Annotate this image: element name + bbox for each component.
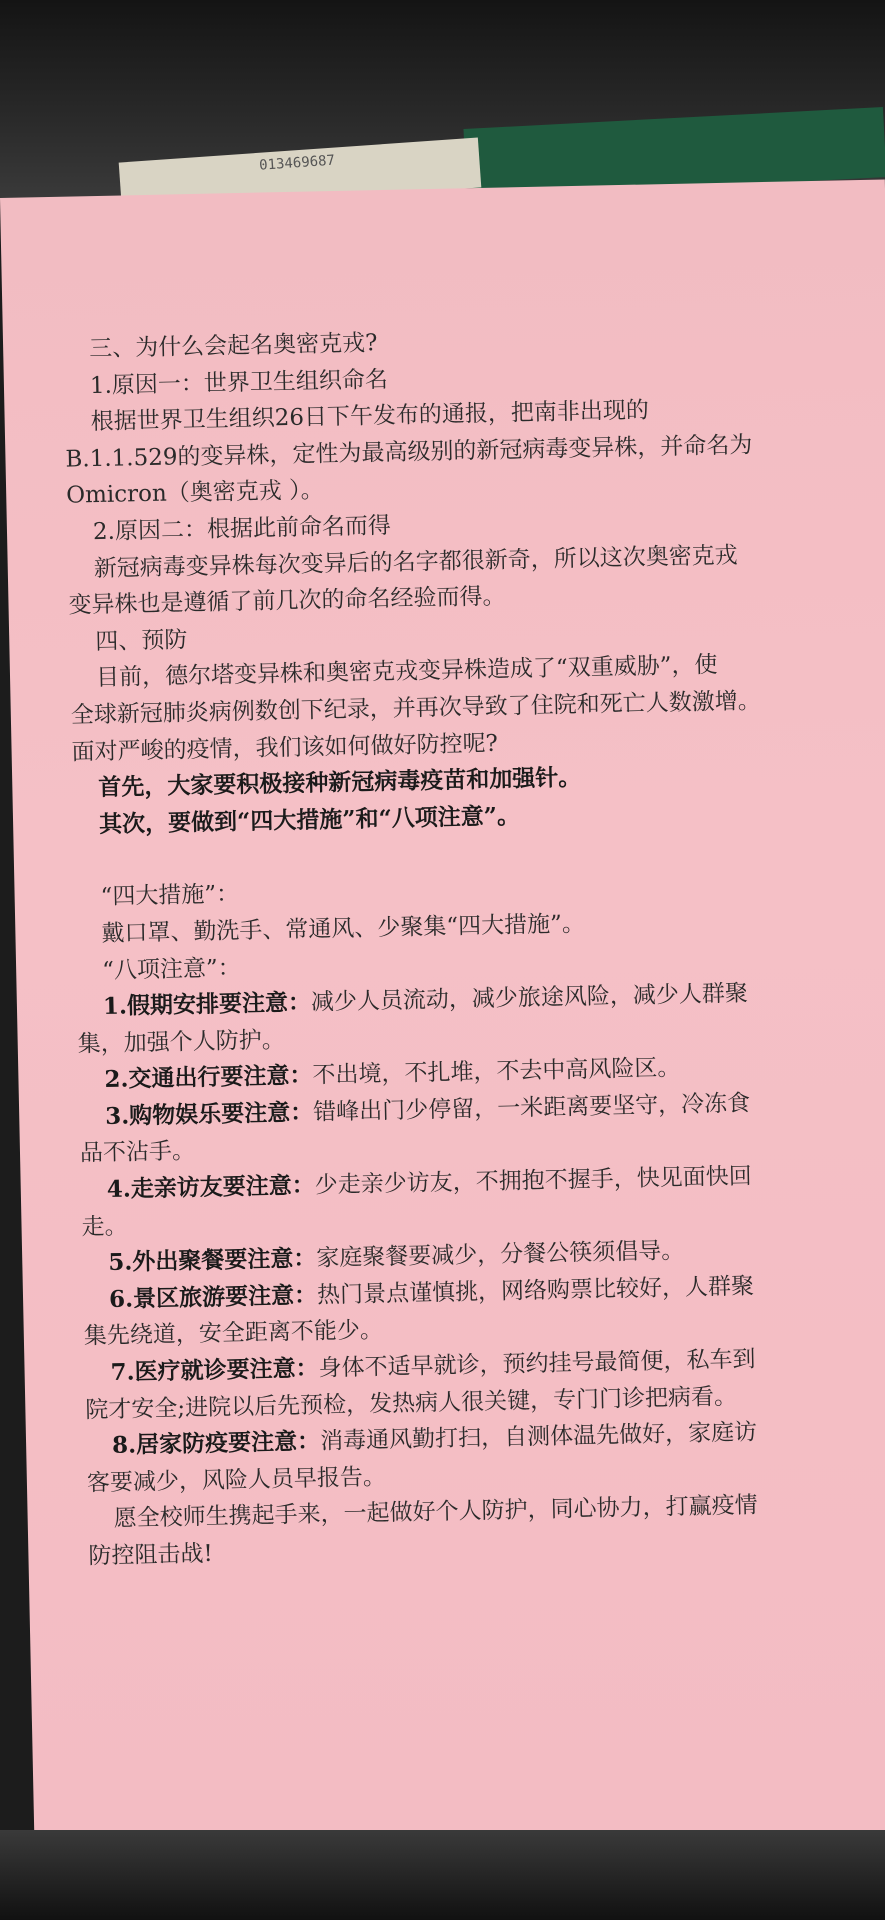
item-label: 8.居家防疫要注意： (111, 1427, 321, 1460)
line-text: 四、预防 (95, 626, 188, 655)
line-text: 走。 (81, 1213, 128, 1241)
line-text: 面对严峻的疫情，我们该如何做好防控呢? (71, 730, 499, 766)
bottom-shadow (0, 1830, 885, 1920)
line-text: B.1.1.529的变异株，定性为最高级别的新冠病毒变异株，并命名为 (65, 432, 753, 473)
line-text: 减少人员流动，减少旅途风险，减少人群聚 (310, 980, 749, 1016)
line-text: 集，加强个人防护。 (77, 1026, 285, 1058)
item-label: 2.交通出行要注意： (104, 1061, 313, 1094)
line-text: 1.原因一：世界卫生组织命名 (89, 366, 389, 399)
line-text: 不出境，不扎堆，不去中高风险区。 (312, 1055, 681, 1089)
line-text: 防控阻击战! (88, 1540, 213, 1570)
line-text: 品不沾手。 (79, 1138, 196, 1167)
line-text: 2.原因二：根据此前命名而得 (92, 512, 392, 546)
line-text: 消毒通风勤打扫，自测体温先做好，家庭访 (319, 1419, 758, 1455)
line-text: 家庭聚餐要减少，分餐公筷须倡导。 (316, 1238, 685, 1272)
pink-document-page (0, 179, 885, 1849)
line-text: 新冠病毒变异株每次变异后的名字都很新奇，所以这次奥密克戎 (93, 542, 738, 582)
line-text: 首先，大家要积极接种新冠病毒疫苗和加强针。 (98, 764, 582, 802)
line-text: 全球新冠肺炎病例数创下纪录，并再次导致了住院和死亡人数激增。 (70, 688, 761, 729)
line-text: “八项注意”： (101, 954, 241, 984)
item-label: 3.购物娱乐要注意： (104, 1098, 314, 1130)
scrap-number: 013469687 (258, 152, 336, 174)
line-text: 热门景点谨慎挑，网络购票比较好，人群聚 (316, 1273, 755, 1309)
item-label: 4.走亲访友要注意： (106, 1171, 316, 1204)
line-text: 根据世界卫生组织26日下午发布的通报，把南非出现的 (90, 397, 650, 436)
item-label: 7.医疗就诊要注意： (110, 1354, 319, 1386)
line-text: 愿全校师生携起手来，一起做好个人防护，同心协力，打赢疫情 (113, 1492, 758, 1533)
line-text: 变异株也是遵循了前几次的命名经验而得。 (68, 583, 506, 619)
line-text: 少走亲少访友，不拥抱不握手，快见面快回 (314, 1163, 752, 1199)
item-label: 6.景区旅游要注意： (108, 1281, 318, 1313)
line-text: 客要减少，风险人员早报告。 (86, 1464, 387, 1497)
line-text: 错峰出门少停留，一米距离要坚守，冷冻食 (312, 1090, 751, 1126)
line-text: 目前，德尔塔变异株和奥密克戎变异株造成了“双重威胁”，使 (95, 652, 718, 692)
line-text: 三、为什么会起名奥密克戎? (88, 330, 378, 363)
item-label: 1.假期安排要注意： (102, 988, 312, 1021)
line-text: 戴口罩、勤洗手、常通风、少聚集“四大措施”。 (101, 910, 586, 947)
line-text: 其次，要做到“四大措施”和“八项注意”。 (98, 801, 521, 838)
line-text: Omicron（奥密克戎 ）。 (65, 477, 324, 510)
document-body (63, 315, 879, 1575)
line-text: “四大措施”： (100, 881, 240, 911)
item-label: 5.外出聚餐要注意： (108, 1244, 317, 1277)
line-text: 院才安全;进院以后先预检，发热病人很关键，专门门诊把病看。 (85, 1383, 738, 1424)
line-text: 身体不适早就诊，预约挂号最简便，私车到 (318, 1346, 756, 1382)
line-text: 集先绕道，安全距离不能少。 (83, 1317, 384, 1350)
